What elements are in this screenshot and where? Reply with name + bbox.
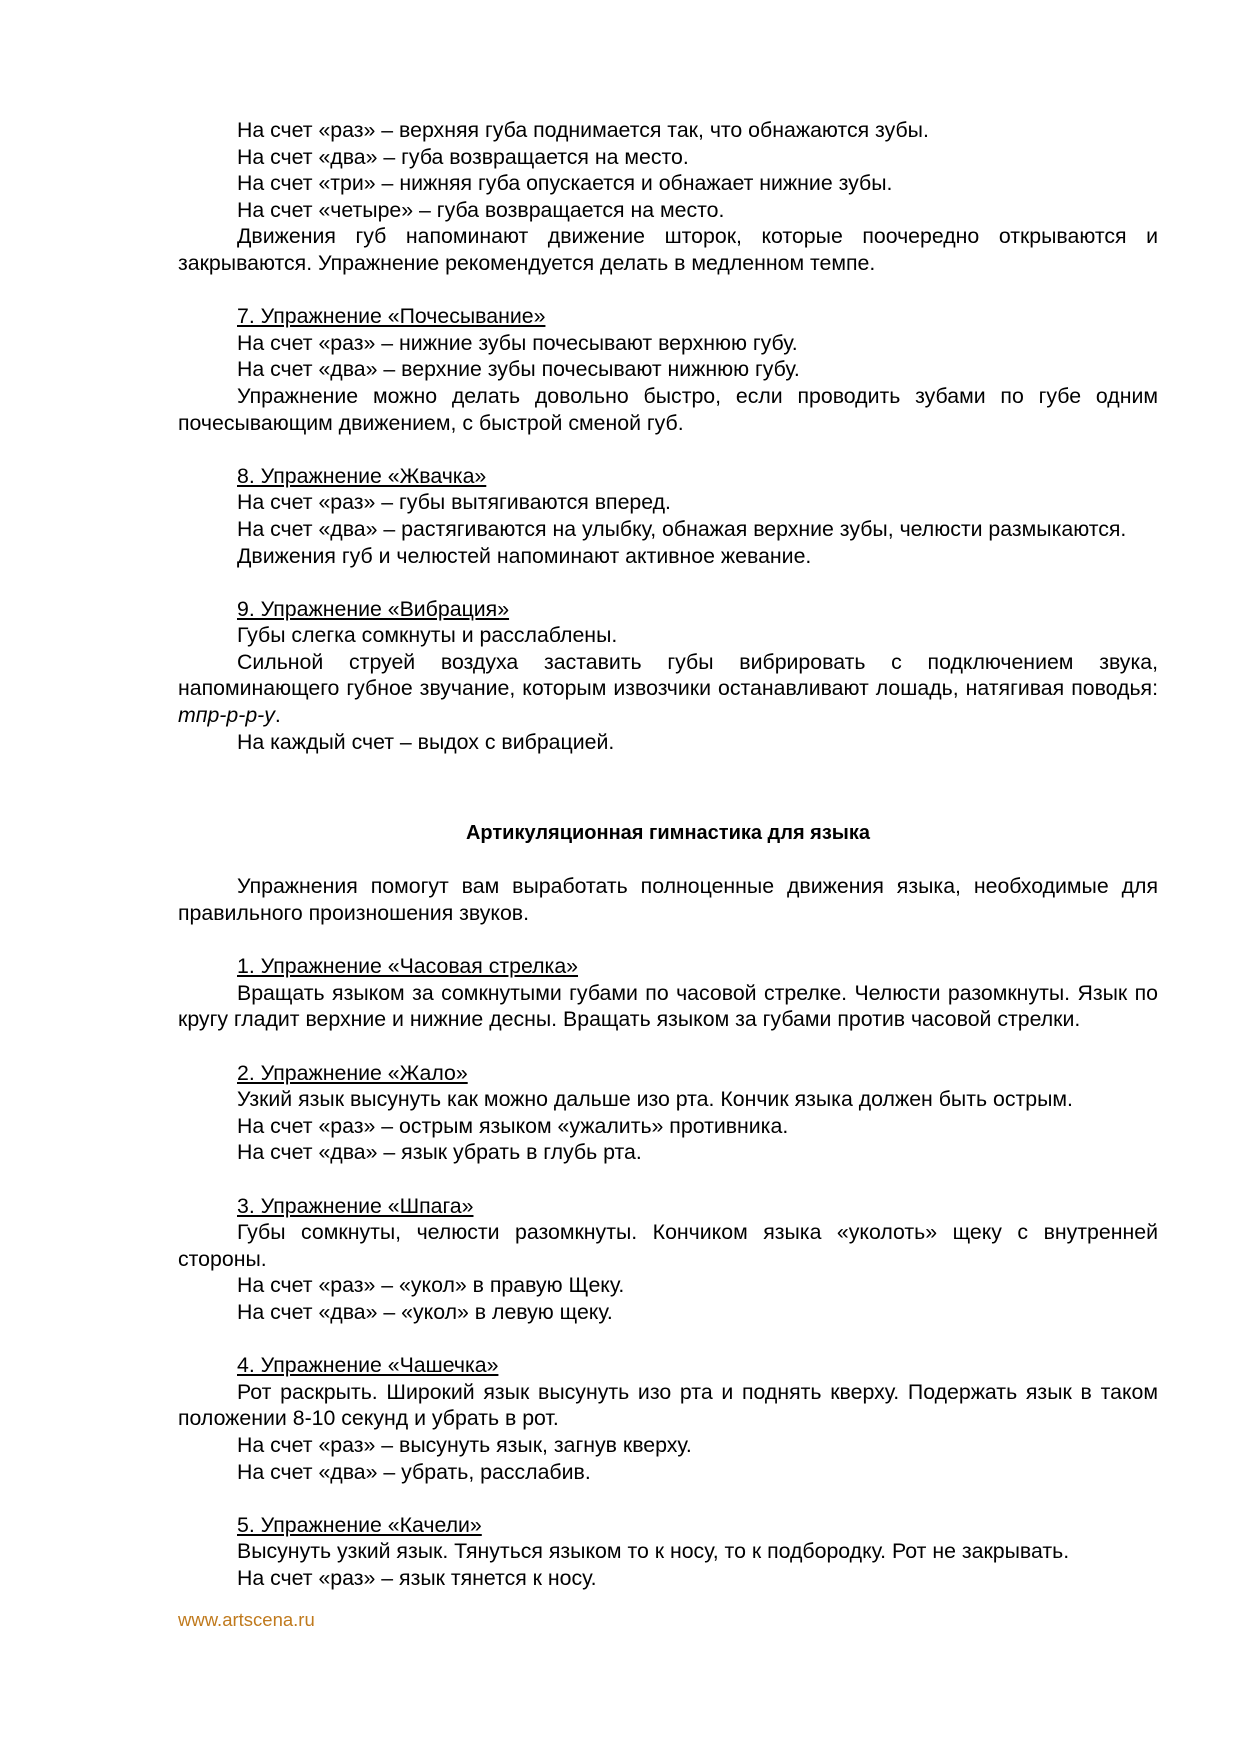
paragraph: На счет «два» – язык убрать в глубь рта. — [237, 1140, 642, 1165]
exercise-heading: 1. Упражнение «Часовая стрелка» — [237, 954, 579, 979]
paragraph-end: . — [274, 703, 281, 728]
paragraph: Губы слегка сомкнуты и расслаблены. — [237, 623, 618, 648]
spacer — [178, 755, 1158, 808]
paragraph-text: Сильной струей воздуха заставить губы вибрировать с подключением звука, напоминающего губное звучание, которым извозчики останавливают лошадь, натягивая поводья: — [178, 649, 1158, 701]
paragraph: На счет «раз» – нижние зубы почесывают верхнюю губу. — [237, 330, 798, 355]
paragraph: На счет «раз» – губы вытягиваются вперед. — [237, 490, 671, 515]
document-body — [178, 117, 1158, 1591]
exercise-heading: 7. Упражнение «Почесывание» — [237, 304, 546, 329]
paragraph: На счет «два» – растягиваются на улыбку, обнажая верхние зубы, челюсти размыкаются. — [237, 516, 1127, 541]
section-title: Артикуляционная гимнастика для языка — [465, 822, 871, 845]
italic-sound: тпр-р-р-у — [178, 703, 275, 728]
paragraph: На счет «раз» – острым языком «ужалить» противника. — [237, 1113, 789, 1138]
paragraph: На счет «три» – нижняя губа опускается и обнажает нижние зубы. — [237, 171, 893, 196]
spacer — [178, 1166, 1158, 1193]
exercise-heading: 4. Упражнение «Чашечка» — [237, 1353, 499, 1378]
spacer — [178, 569, 1158, 596]
spacer — [178, 1326, 1158, 1353]
spacer — [178, 847, 1158, 874]
spacer — [178, 436, 1158, 463]
exercise-heading: 5. Упражнение «Качели» — [237, 1512, 482, 1537]
paragraph: На счет «раз» – верхняя губа поднимается так, что обнажаются зубы. — [237, 118, 929, 142]
paragraph: На счет «два» – убрать, расслабив. — [237, 1459, 591, 1484]
paragraph: Рот раскрыть. Широкий язык высунуть изо рта и поднять кверху. Подержать язык в таком положении 8-10 секунд и убрать в рот. — [178, 1379, 1158, 1431]
intro-paragraph: Упражнения помогут вам выработать полноценные движения языка, необходимые для правильного произношения звуков. — [178, 874, 1158, 926]
paragraph: Движения губ и челюстей напоминают активное жевание. — [237, 543, 812, 568]
paragraph: На счет «два» – «укол» в левую щеку. — [237, 1299, 613, 1324]
paragraph: На счет «раз» – язык тянется к носу. — [237, 1565, 597, 1590]
spacer — [178, 1485, 1158, 1512]
paragraph — [178, 649, 1158, 729]
paragraph: Упражнение можно делать довольно быстро, если проводить зубами по губе одним почесывающим движением, с быстрой сменой губ. — [178, 383, 1158, 435]
exercise-heading: 2. Упражнение «Жало» — [237, 1060, 468, 1085]
spacer — [178, 1033, 1158, 1060]
paragraph: Высунуть узкий язык. Тянуться языком то к носу, то к подбородку. Рот не закрывать. — [237, 1539, 1070, 1564]
exercise-heading: 9. Упражнение «Вибрация» — [237, 596, 510, 621]
spacer — [178, 277, 1158, 304]
exercise-heading: 8. Упражнение «Жвачка» — [237, 463, 487, 488]
paragraph: Узкий язык высунуть как можно дальше изо рта. Кончик языка должен быть острым. — [237, 1087, 1073, 1112]
paragraph: На счет «два» – верхние зубы почесывают нижнюю губу. — [237, 357, 800, 382]
exercise-heading: 3. Упражнение «Шпага» — [237, 1193, 474, 1218]
paragraph: На счет «два» – губа возвращается на место. — [237, 144, 689, 169]
spacer — [178, 927, 1158, 954]
paragraph: Вращать языком за сомкнутыми губами по часовой стрелке. Челюсти разомкнуты. Язык по кругу гладит верхние и нижние десны. Вращать языком за губами против часовой стрелки. — [178, 980, 1158, 1032]
paragraph: На счет «четыре» – губа возвращается на место. — [237, 197, 725, 222]
paragraph: На счет «раз» – высунуть язык, загнув кверху. — [237, 1432, 692, 1457]
paragraph: На счет «раз» – «укол» в правую Щеку. — [237, 1273, 625, 1298]
paragraph: Движения губ напоминают движение шторок, которые поочередно открываются и закрываются. Упражнение рекомендуется делать в медленном темпе. — [178, 224, 1158, 275]
paragraph: На каждый счет – выдох с вибрацией. — [237, 729, 615, 754]
footer-link[interactable]: www.artscena.ru — [178, 1609, 315, 1630]
paragraph: Губы сомкнуты, челюсти разомкнуты. Кончиком языка «уколоть» щеку с внутренней стороны. — [178, 1220, 1158, 1271]
